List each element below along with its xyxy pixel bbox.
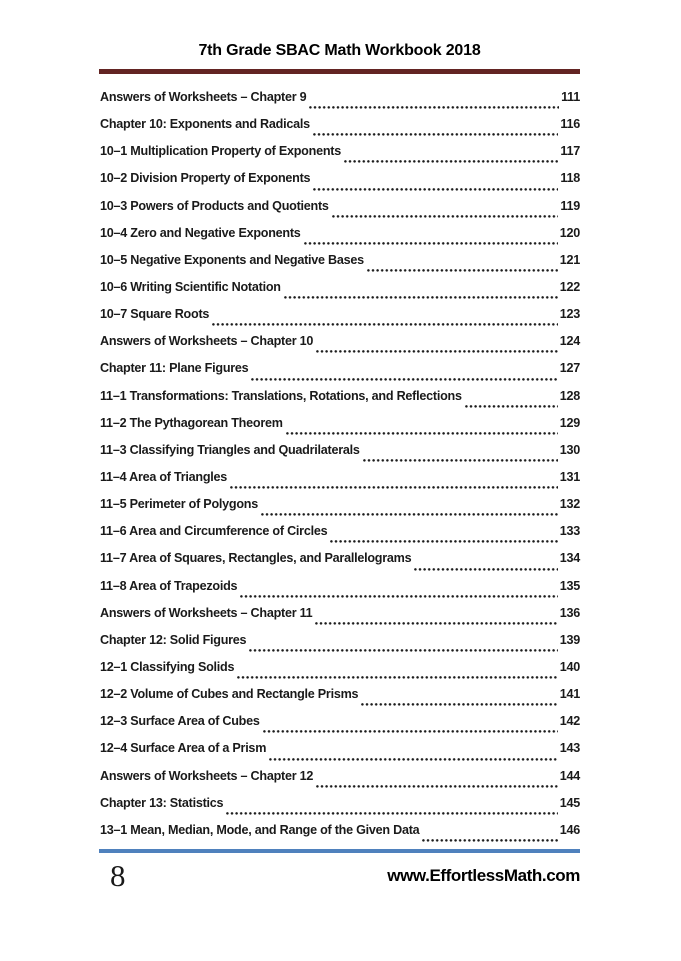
toc-entry bbox=[100, 361, 580, 388]
toc-entry-page: 127 bbox=[559, 361, 580, 376]
toc-dot-leader bbox=[237, 676, 557, 679]
toc-entry bbox=[100, 551, 580, 578]
footer-rule bbox=[99, 849, 580, 853]
toc-entry bbox=[100, 416, 580, 443]
toc-dot-leader bbox=[316, 785, 558, 788]
toc-entry bbox=[100, 171, 580, 198]
toc-entry bbox=[100, 470, 580, 497]
toc-dot-leader bbox=[422, 839, 557, 842]
toc-entry-title: 10–2 Division Property of Exponents bbox=[100, 171, 311, 186]
toc-entry-title: Chapter 10: Exponents and Radicals bbox=[100, 117, 310, 132]
toc-entry-title: 13–1 Mean, Median, Mode, and Range of the Given Data bbox=[100, 822, 420, 837]
toc-entry-title: 11–1 Transformations: Translations, Rotations, and Reflections bbox=[100, 388, 462, 403]
toc-entry bbox=[100, 443, 580, 470]
toc-entry bbox=[100, 606, 580, 633]
toc-dot-leader bbox=[263, 730, 558, 733]
toc-dot-leader bbox=[240, 595, 557, 598]
toc-entry bbox=[100, 307, 580, 334]
toc-entry-page: 131 bbox=[559, 469, 580, 484]
toc-entry bbox=[100, 280, 580, 307]
toc-entry-page: 141 bbox=[559, 687, 580, 702]
toc-entry-title: 11–3 Classifying Triangles and Quadrilaterals bbox=[100, 442, 360, 457]
toc-dot-leader bbox=[316, 350, 558, 353]
toc-entry bbox=[100, 660, 580, 687]
toc-entry-page: 120 bbox=[559, 225, 580, 240]
toc-entry-page: 111 bbox=[561, 90, 580, 104]
toc-entry bbox=[100, 741, 580, 768]
toc-entry-page: 130 bbox=[559, 442, 580, 457]
toc-entry-page: 121 bbox=[559, 252, 580, 267]
toc-entry-title: Answers of Worksheets – Chapter 10 bbox=[100, 334, 314, 349]
toc-entry-title: 10–7 Square Roots bbox=[100, 307, 210, 322]
toc-entry-title: 12–4 Surface Area of a Prism bbox=[100, 741, 267, 756]
toc-entry bbox=[100, 226, 580, 253]
toc-entry-title: 11–7 Area of Squares, Rectangles, and Parallelograms bbox=[100, 551, 412, 566]
toc-list bbox=[100, 90, 580, 850]
toc-entry-title: 10–5 Negative Exponents and Negative Bases bbox=[100, 252, 364, 267]
toc-dot-leader bbox=[414, 568, 557, 571]
toc-entry-title: 11–8 Area of Trapezoids bbox=[100, 578, 238, 593]
toc-entry-page: 116 bbox=[560, 117, 580, 132]
toc-dot-leader bbox=[230, 486, 558, 489]
toc-entry bbox=[100, 579, 580, 606]
toc-entry bbox=[100, 497, 580, 524]
toc-entry-page: 135 bbox=[559, 578, 580, 593]
toc-entry bbox=[100, 796, 580, 823]
toc-entry-title: 12–2 Volume of Cubes and Rectangle Prisms bbox=[100, 687, 359, 702]
toc-dot-leader bbox=[313, 133, 559, 136]
toc-entry-page: 143 bbox=[559, 741, 580, 756]
toc-dot-leader bbox=[367, 269, 558, 272]
toc-entry-page: 128 bbox=[559, 388, 580, 403]
toc-entry-title: 11–5 Perimeter of Polygons bbox=[100, 497, 258, 512]
toc-dot-leader bbox=[286, 432, 558, 435]
footer-page-number: 8 bbox=[110, 858, 126, 893]
toc-dot-leader bbox=[332, 215, 559, 218]
toc-entry-page: 133 bbox=[559, 524, 580, 539]
toc-entry-title: 11–4 Area of Triangles bbox=[100, 469, 228, 484]
toc-entry-title: 12–3 Surface Area of Cubes bbox=[100, 714, 260, 729]
toc-entry-title: Answers of Worksheets – Chapter 11 bbox=[100, 605, 313, 620]
toc-entry bbox=[100, 633, 580, 660]
toc-entry-page: 139 bbox=[559, 632, 580, 647]
toc-dot-leader bbox=[313, 188, 558, 191]
toc-entry bbox=[100, 334, 580, 361]
toc-entry bbox=[100, 117, 580, 144]
toc-dot-leader bbox=[363, 459, 558, 462]
toc-entry bbox=[100, 144, 580, 171]
toc-entry-page: 140 bbox=[559, 659, 580, 674]
toc-dot-leader bbox=[304, 242, 558, 245]
toc-entry-page: 132 bbox=[559, 497, 580, 512]
toc-entry bbox=[100, 90, 580, 117]
toc-entry bbox=[100, 687, 580, 714]
toc-entry-page: 144 bbox=[559, 768, 580, 783]
toc-entry-title: Chapter 12: Solid Figures bbox=[100, 632, 247, 647]
toc-entry-title: Chapter 13: Statistics bbox=[100, 795, 224, 810]
toc-entry-title: Chapter 11: Plane Figures bbox=[100, 361, 249, 376]
toc-entry-title: 10–3 Powers of Products and Quotients bbox=[100, 198, 329, 213]
toc-dot-leader bbox=[269, 758, 558, 761]
toc-entry bbox=[100, 769, 580, 796]
toc-dot-leader bbox=[212, 323, 558, 326]
toc-entry-title: 10–4 Zero and Negative Exponents bbox=[100, 225, 301, 240]
toc-entry bbox=[100, 823, 580, 850]
toc-entry-page: 134 bbox=[559, 551, 580, 566]
toc-dot-leader bbox=[249, 649, 557, 652]
toc-entry-title: 11–2 The Pythagorean Theorem bbox=[100, 415, 283, 430]
toc-entry-title: 10–1 Multiplication Property of Exponents bbox=[100, 144, 341, 159]
toc-entry-page: 117 bbox=[560, 144, 580, 159]
header-rule bbox=[99, 69, 580, 74]
toc-dot-leader bbox=[284, 296, 558, 299]
toc-entry-page: 129 bbox=[559, 415, 580, 430]
toc-entry-page: 123 bbox=[559, 307, 580, 322]
toc-dot-leader bbox=[330, 540, 557, 543]
toc-entry-page: 122 bbox=[559, 279, 580, 294]
footer-website-text: www.EffortlessMath.com bbox=[387, 866, 580, 885]
toc-entry bbox=[100, 389, 580, 416]
toc-entry-page: 119 bbox=[560, 198, 580, 213]
toc-dot-leader bbox=[309, 106, 559, 109]
toc-entry-page: 124 bbox=[559, 334, 580, 349]
toc-dot-leader bbox=[344, 160, 558, 163]
toc-entry-page: 142 bbox=[559, 714, 580, 729]
toc-entry-page: 136 bbox=[559, 605, 580, 620]
toc-dot-leader bbox=[465, 405, 558, 408]
toc-entry-title: 11–6 Area and Circumference of Circles bbox=[100, 524, 328, 539]
toc-entry bbox=[100, 199, 580, 226]
toc-dot-leader bbox=[261, 513, 558, 516]
toc-entry bbox=[100, 524, 580, 551]
toc-entry-page: 145 bbox=[559, 795, 580, 810]
toc-dot-leader bbox=[361, 703, 557, 706]
toc-dot-leader bbox=[251, 378, 557, 381]
toc-entry-title: Answers of Worksheets – Chapter 12 bbox=[100, 768, 314, 783]
toc-entry-title: Answers of Worksheets – Chapter 9 bbox=[100, 90, 307, 104]
page-header-title: 7th Grade SBAC Math Workbook 2018 bbox=[198, 42, 481, 59]
toc-dot-leader bbox=[315, 622, 557, 625]
toc-entry bbox=[100, 714, 580, 741]
toc-dot-leader bbox=[226, 812, 557, 815]
toc-entry-page: 118 bbox=[560, 171, 580, 186]
toc-entry bbox=[100, 253, 580, 280]
toc-entry-title: 12–1 Classifying Solids bbox=[100, 659, 235, 674]
toc-entry-page: 146 bbox=[559, 822, 580, 837]
toc-entry-title: 10–6 Writing Scientific Notation bbox=[100, 279, 281, 294]
